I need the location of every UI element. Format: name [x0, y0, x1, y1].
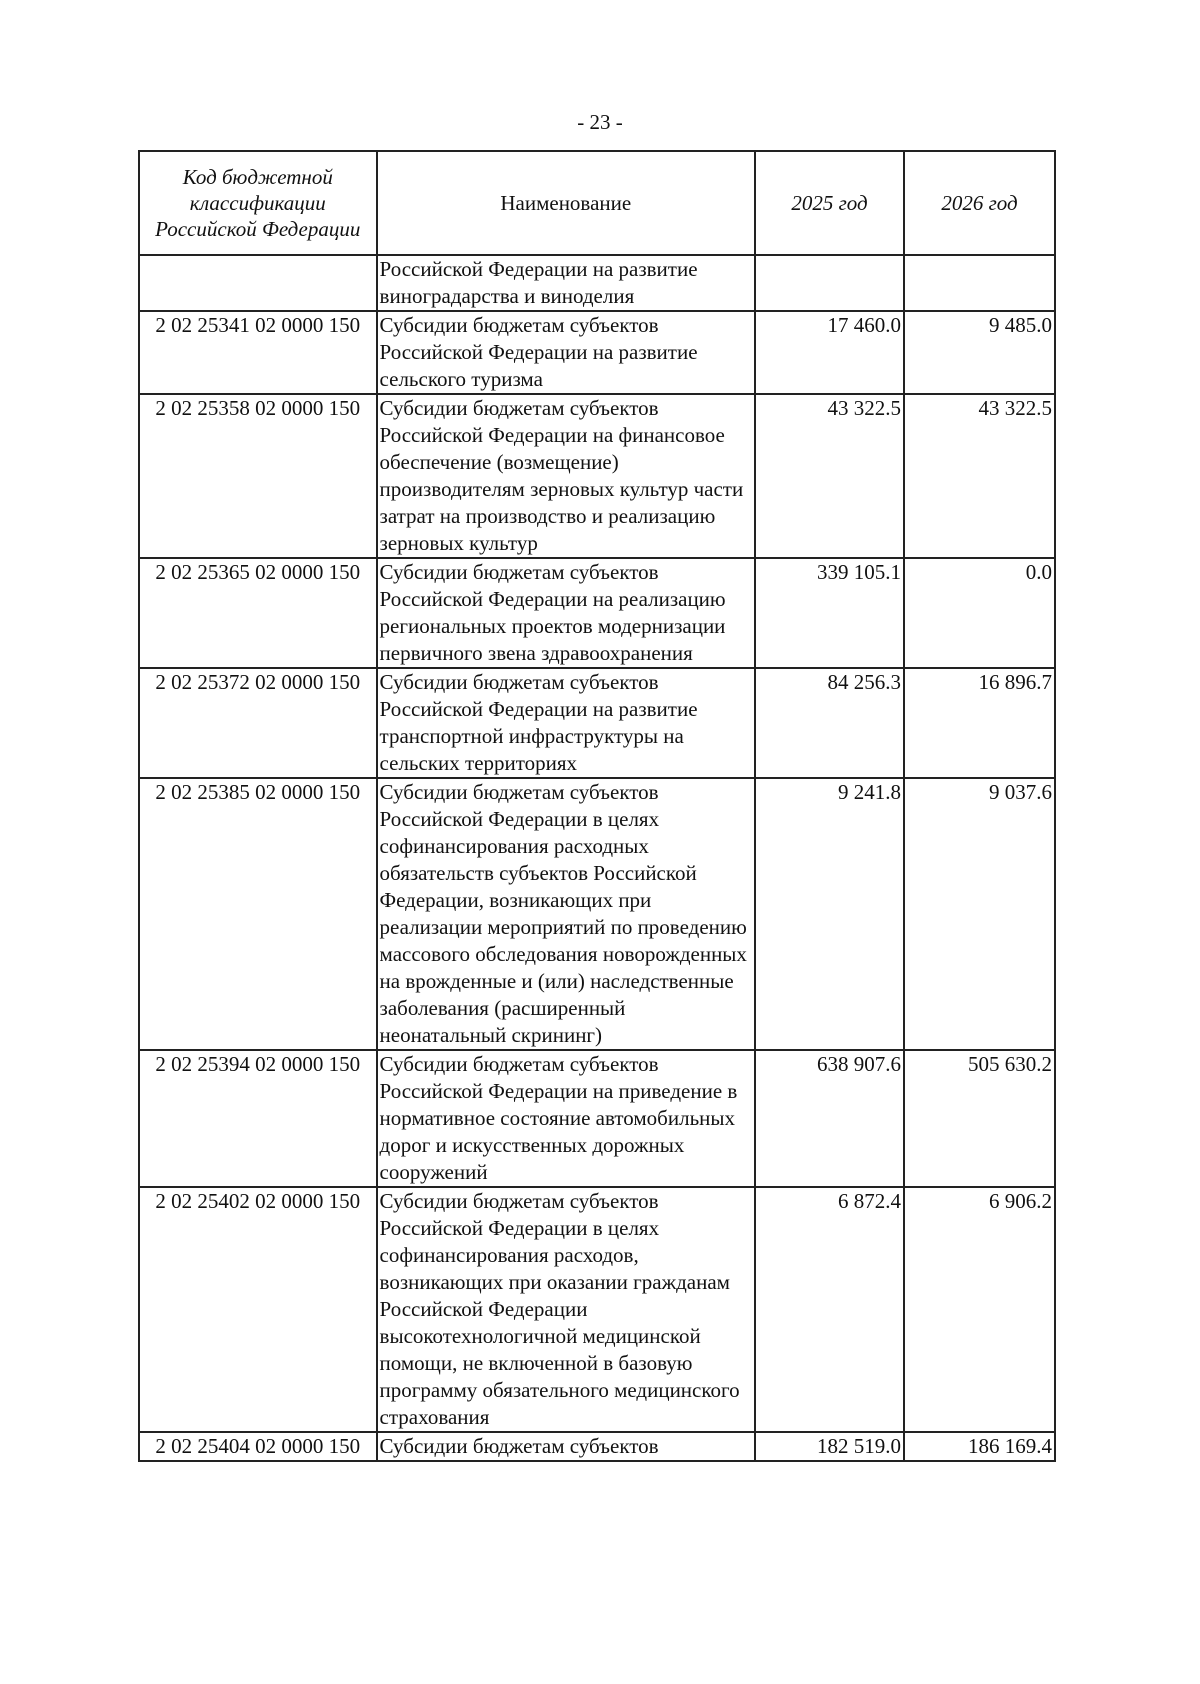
row-value-2025: 84 256.3 — [755, 668, 904, 778]
row-value-2025: 17 460.0 — [755, 311, 904, 394]
row-name: Субсидии бюджетам субъектов Российской Федерации на развитие транспортной инфраструктуры на сельских территориях — [377, 668, 755, 778]
row-value-2025: 182 519.0 — [755, 1432, 904, 1461]
table-row — [139, 394, 1055, 558]
row-code — [139, 255, 377, 311]
row-value-2025: 6 872.4 — [755, 1187, 904, 1432]
table-header-row — [139, 151, 1055, 255]
page-number: - 23 - — [577, 110, 623, 134]
table-row — [139, 558, 1055, 668]
header-year-2026: 2026 год — [904, 151, 1055, 255]
row-name: Субсидии бюджетам субъектов Российской Федерации на финансовое обеспечение (возмещение) производителям зерновых культур части затрат на производство и реализацию зерновых культур — [377, 394, 755, 558]
row-name: Субсидии бюджетам субъектов Российской Федерации на реализацию региональных проектов модернизации первичного звена здравоохранения — [377, 558, 755, 668]
row-value-2026: 43 322.5 — [904, 394, 1055, 558]
table-row — [139, 668, 1055, 778]
row-value-2025: 43 322.5 — [755, 394, 904, 558]
table-row — [139, 311, 1055, 394]
row-code: 2 02 25385 02 0000 150 — [139, 778, 377, 1050]
row-name: Субсидии бюджетам субъектов Российской Федерации на развитие сельского туризма — [377, 311, 755, 394]
row-value-2026 — [904, 255, 1055, 311]
row-name: Субсидии бюджетам субъектов Российской Федерации в целях софинансирования расходов, возникающих при оказании гражданам Российской Федерации высокотехнологичной медицинской помощи, не включенной в базовую программу обязательного медицинского страхования — [377, 1187, 755, 1432]
table-row — [139, 778, 1055, 1050]
table-row — [139, 1050, 1055, 1187]
row-value-2025: 339 105.1 — [755, 558, 904, 668]
header-name: Наименование — [377, 151, 755, 255]
row-code: 2 02 25365 02 0000 150 — [139, 558, 377, 668]
row-value-2025: 638 907.6 — [755, 1050, 904, 1187]
row-code: 2 02 25394 02 0000 150 — [139, 1050, 377, 1187]
row-name: Субсидии бюджетам субъектов Российской Федерации на приведение в нормативное состояние автомобильных дорог и искусственных дорожных сооружений — [377, 1050, 755, 1187]
table-row — [139, 1432, 1055, 1461]
table-row — [139, 255, 1055, 311]
row-name: Российской Федерации на развитие виноградарства и виноделия — [377, 255, 755, 311]
row-value-2026: 186 169.4 — [904, 1432, 1055, 1461]
row-value-2026: 9 037.6 — [904, 778, 1055, 1050]
row-value-2026: 9 485.0 — [904, 311, 1055, 394]
row-name: Субсидии бюджетам субъектов Российской Федерации в целях софинансирования расходных обязательств субъектов Российской Федерации, возникающих при реализации мероприятий по проведению массового обследования новорожденных на врожденные и (или) наследственные заболевания (расширенный неонатальный скрининг) — [377, 778, 755, 1050]
row-code: 2 02 25358 02 0000 150 — [139, 394, 377, 558]
header-year-2025: 2025 год — [755, 151, 904, 255]
table-row — [139, 1187, 1055, 1432]
row-code: 2 02 25372 02 0000 150 — [139, 668, 377, 778]
row-value-2026: 6 906.2 — [904, 1187, 1055, 1432]
budget-table — [138, 150, 1056, 1462]
row-code: 2 02 25341 02 0000 150 — [139, 311, 377, 394]
header-code: Код бюджетной классификации Российской Федерации — [139, 151, 377, 255]
row-value-2026: 505 630.2 — [904, 1050, 1055, 1187]
row-code: 2 02 25404 02 0000 150 — [139, 1432, 377, 1461]
row-value-2025 — [755, 255, 904, 311]
row-value-2025: 9 241.8 — [755, 778, 904, 1050]
row-code: 2 02 25402 02 0000 150 — [139, 1187, 377, 1432]
row-value-2026: 0.0 — [904, 558, 1055, 668]
row-name: Субсидии бюджетам субъектов — [377, 1432, 755, 1461]
row-value-2026: 16 896.7 — [904, 668, 1055, 778]
